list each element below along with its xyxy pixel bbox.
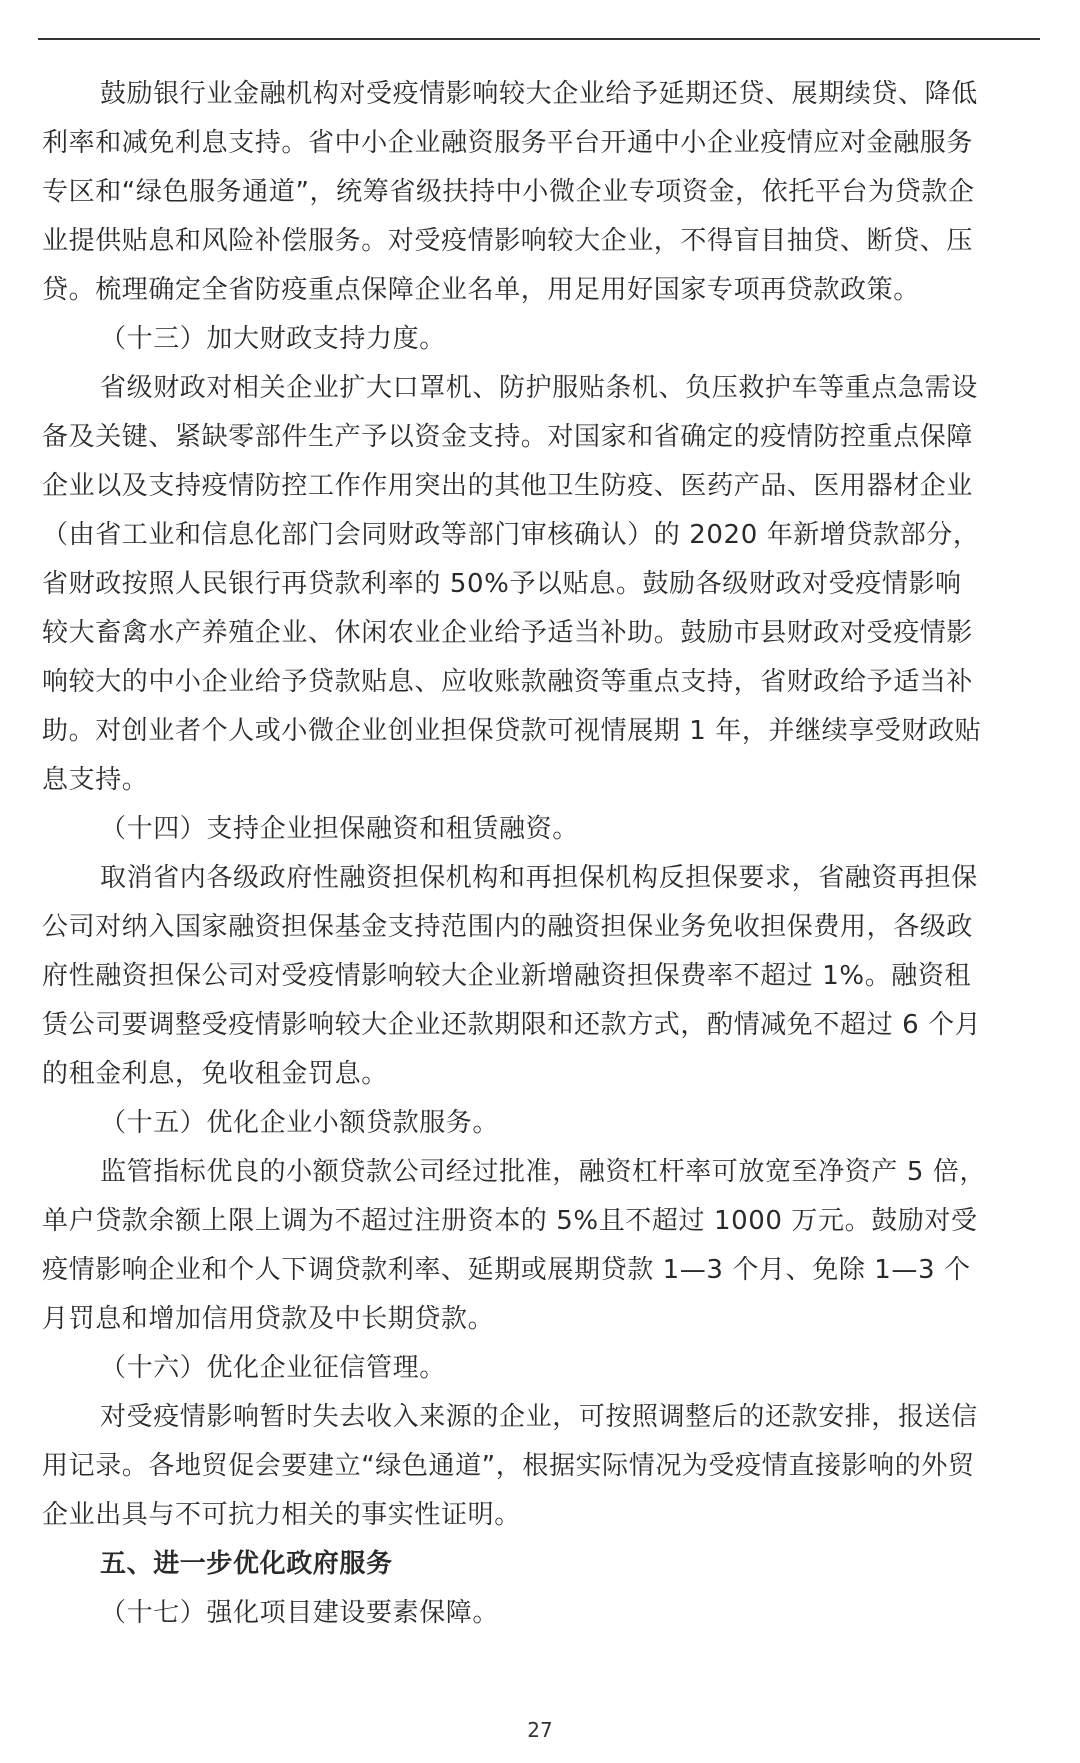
text-line: 单户贷款余额上限上调为不超过注册资本的 5%且不超过 1000 万元。鼓励对受	[42, 1206, 978, 1236]
text-line: 贷。梳理确定全省防疫重点保障企业名单，用足用好国家专项再贷款政策。	[42, 275, 920, 305]
text-line: 助。对创业者个人或小微企业创业担保贷款可视情展期 1 年，并继续享受财政贴	[42, 716, 982, 746]
text-line: 业提供贴息和风险补偿服务。对受疫情影响较大企业，不得盲目抽贷、断贷、压	[42, 226, 974, 256]
text-line: （十三）加大财政支持力度。	[100, 324, 446, 354]
text-line: 疫情影响企业和个人下调贷款利率、延期或展期贷款 1—3 个月、免除 1—3 个	[42, 1255, 971, 1285]
text-line: 利率和减免利息支持。省中小企业融资服务平台开通中小企业疫情应对金融服务	[42, 128, 974, 158]
text-line: 专区和“绿色服务通道”，统筹省级扶持中小微企业专项资金，依托平台为贷款企	[42, 177, 975, 207]
text-line: 企业以及支持疫情防控工作作用突出的其他卫生防疫、医药产品、医用器材企业	[42, 471, 974, 501]
text-line: （十七）强化项目建设要素保障。	[100, 1598, 500, 1628]
text-line: 取消省内各级政府性融资担保机构和再担保机构反担保要求，省融资再担保	[100, 863, 978, 893]
text-line: （由省工业和信息化部门会同财政等部门审核确认）的 2020 年新增贷款部分，	[42, 520, 980, 550]
text-line: 公司对纳入国家融资担保基金支持范围内的融资担保业务免收担保费用，各级政	[42, 912, 974, 942]
text-line: 的租金利息，免收租金罚息。	[42, 1059, 388, 1089]
text-line: 省财政按照人民银行再贷款利率的 50%予以贴息。鼓励各级财政对受疫情影响	[42, 569, 962, 599]
section-heading: 五、进一步优化政府服务	[100, 1549, 393, 1579]
text-line: 省级财政对相关企业扩大口罩机、防护服贴条机、负压救护车等重点急需设	[100, 373, 978, 403]
text-line: 鼓励银行业金融机构对受疫情影响较大企业给予延期还贷、展期续贷、降低	[100, 79, 978, 109]
text-line: 月罚息和增加信用贷款及中长期贷款。	[42, 1304, 495, 1334]
text-line: 用记录。各地贸促会要建立“绿色通道”，根据实际情况为受疫情直接影响的外贸	[42, 1451, 975, 1481]
text-line: （十四）支持企业担保融资和租赁融资。	[100, 814, 579, 844]
top-rule	[38, 38, 1040, 40]
text-line: 对受疫情影响暂时失去收入来源的企业，可按照调整后的还款安排，报送信	[100, 1402, 978, 1432]
document-body	[42, 70, 1020, 1638]
text-line: （十六）优化企业征信管理。	[100, 1353, 446, 1383]
text-line: 备及关键、紧缺零部件生产予以资金支持。对国家和省确定的疫情防控重点保障	[42, 422, 974, 452]
text-line: 较大畜禽水产养殖企业、休闲农业企业给予适当补助。鼓励市县财政对受疫情影	[42, 618, 974, 648]
text-line: 息支持。	[42, 765, 149, 795]
text-line: （十五）优化企业小额贷款服务。	[100, 1108, 500, 1138]
page-number: 27	[527, 1718, 553, 1742]
text-line: 响较大的中小企业给予贷款贴息、应收账款融资等重点支持，省财政给予适当补	[42, 667, 974, 697]
text-line: 企业出具与不可抗力相关的事实性证明。	[42, 1500, 521, 1530]
text-line: 监管指标优良的小额贷款公司经过批准，融资杠杆率可放宽至净资产 5 倍，	[100, 1157, 987, 1187]
text-line: 府性融资担保公司对受疫情影响较大企业新增融资担保费率不超过 1%。融资租	[42, 961, 972, 991]
text-line: 赁公司要调整受疫情影响较大企业还款期限和还款方式，酌情减免不超过 6 个月	[42, 1010, 982, 1040]
